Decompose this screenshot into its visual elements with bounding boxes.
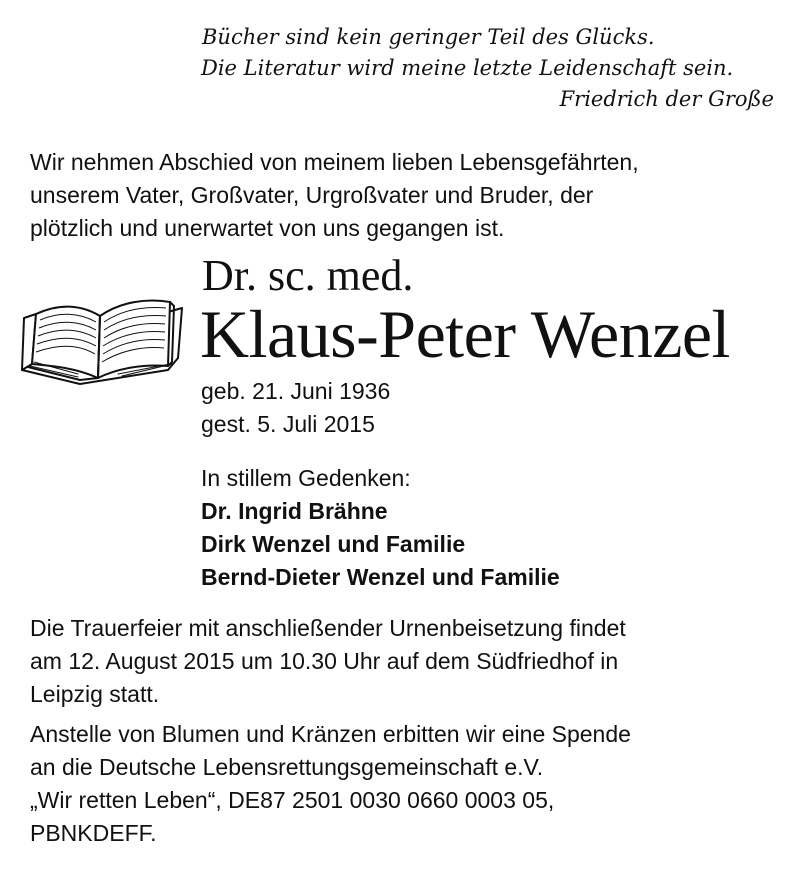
donation-line: „Wir retten Leben“, DE87 2501 0030 0660 0003 05, xyxy=(30,787,555,813)
funeral-info-line: Leipzig statt. xyxy=(30,681,160,707)
intro-line: unserem Vater, Großvater, Urgroßvater und Bruder, der xyxy=(30,182,594,208)
birth-date: geb. 21. Juni 1936 xyxy=(201,378,391,404)
quote-line-1: Bücher sind kein geringer Teil des Glücks. xyxy=(202,25,655,49)
academic-title: Dr. sc. med. xyxy=(202,251,414,300)
funeral-info-line: Die Trauerfeier mit anschließender Urnenbeisetzung findet xyxy=(30,615,626,641)
open-book-icon xyxy=(18,296,184,390)
funeral-info xyxy=(30,612,790,711)
intro-line: Wir nehmen Abschied von meinem lieben Lebensgefährten, xyxy=(30,149,639,175)
quote-line-2: Die Literatur wird meine letzte Leidenschaft sein. xyxy=(201,56,734,80)
intro-line: plötzlich und unerwartet von uns gegangen ist. xyxy=(30,215,505,241)
intro-text xyxy=(30,146,790,245)
mourners-heading: In stillem Gedenken: xyxy=(201,465,411,491)
donation-line: PBNKDEFF. xyxy=(30,820,157,846)
life-dates xyxy=(201,375,390,441)
donation-line: Anstelle von Blumen und Kränzen erbitten wir eine Spende xyxy=(30,721,631,747)
quote-author: Friedrich der Große xyxy=(559,87,774,111)
donation-request xyxy=(30,718,790,850)
donation-line: an die Deutsche Lebensrettungsgemeinschaft e.V. xyxy=(30,754,544,780)
death-date: gest. 5. Juli 2015 xyxy=(201,411,375,437)
mourner-name: Dr. Ingrid Brähne xyxy=(201,498,388,524)
funeral-info-line: am 12. August 2015 um 10.30 Uhr auf dem Südfriedhof in xyxy=(30,648,619,674)
mourner-name: Bernd-Dieter Wenzel und Familie xyxy=(201,564,560,590)
mourner-name: Dirk Wenzel und Familie xyxy=(201,531,466,557)
deceased-name: Klaus-Peter Wenzel xyxy=(200,296,730,372)
mourners-block xyxy=(201,462,560,594)
